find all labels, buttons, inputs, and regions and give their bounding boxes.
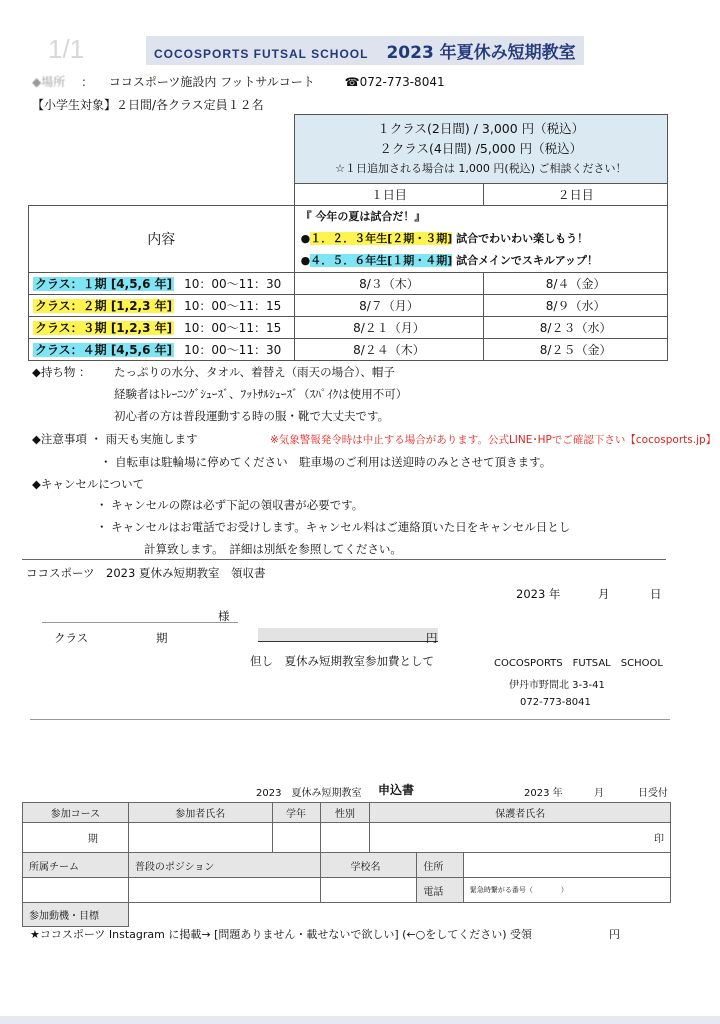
- class-time: 10：00〜11：30: [184, 343, 282, 357]
- venue-line: [32, 73, 445, 90]
- app-title-main: 申込書: [378, 783, 415, 797]
- venue-phone: ☎072-773-8041: [344, 75, 445, 89]
- cancel-line-1: ・ キャンセルの際は必ず下記の領収書が必要です。: [96, 498, 364, 512]
- phone-label: 電話: [417, 878, 463, 902]
- receipt-address: 伊丹市野間北 3-3-41: [509, 680, 605, 691]
- notes-cell: [294, 206, 667, 273]
- class-day2: 8/２３（水）: [484, 317, 668, 339]
- pricing-cell: [294, 115, 667, 184]
- venue-sep: ：: [81, 75, 94, 89]
- grade-field[interactable]: [272, 823, 320, 853]
- content-label: 内容: [29, 206, 295, 273]
- schedule-table: [28, 114, 668, 361]
- venue-label: ◆場所: [32, 75, 66, 89]
- header-course: 参加コース: [23, 803, 129, 823]
- receipt-ki-label: 期: [156, 631, 168, 645]
- title-english: COCOSPORTS FUTSAL SCHOOL: [154, 47, 369, 61]
- class-day1: 8/３（木）: [294, 273, 484, 295]
- seal-label: 印: [654, 834, 664, 845]
- class-time: 10：00〜11：15: [184, 321, 282, 335]
- receipt-date-day: 日: [650, 587, 662, 601]
- class-day1: 8/７（月）: [294, 295, 484, 317]
- receipt-phone: 072-773-8041: [520, 697, 591, 708]
- school-field[interactable]: [320, 878, 417, 903]
- receipt-class-label: クラス: [54, 631, 89, 645]
- items-line-3: 初心者の方は普段運動する時の服・靴で大丈夫です。: [114, 409, 390, 423]
- title-japanese: 2023 年夏休み短期教室: [386, 43, 576, 63]
- page-number-watermark: 1/1: [48, 34, 85, 64]
- app-date-year: 2023 年: [524, 788, 563, 799]
- class-row: [29, 317, 668, 339]
- receipt-date-month: 月: [598, 587, 610, 601]
- address-row: [417, 853, 671, 878]
- price-line-3: ☆１日追加される場合は 1,000 円(税込) ご相談ください！: [335, 162, 627, 175]
- header-gender: 性別: [320, 803, 370, 823]
- address-field[interactable]: [463, 853, 670, 877]
- app-date-received: 日受付: [638, 788, 668, 799]
- participant-name-field[interactable]: [128, 823, 272, 853]
- class-time: 10：00〜11：30: [184, 277, 282, 291]
- note-2: ●１．２．３年生[２期・３期] 試合でわいわい楽しもう！: [300, 232, 589, 245]
- bottom-bar: [0, 1016, 720, 1024]
- page-title: [146, 36, 584, 65]
- app-title-year: 2023 夏休み短期教室: [256, 788, 362, 799]
- day1-header: １日目: [294, 184, 484, 206]
- receipt-divider: [30, 719, 670, 720]
- amount-field[interactable]: [258, 628, 438, 642]
- items-label: ◆持ち物 ：: [32, 365, 91, 379]
- class-row: [29, 273, 668, 295]
- class-row: [29, 339, 668, 361]
- header-guardian-name: 保護者氏名: [370, 803, 671, 823]
- caution-line-2: ・ 自転車は駐輪場に停めてください 駐車場のご利用は送迎時のみとさせて頂きます。: [100, 455, 552, 469]
- gender-field[interactable]: [320, 823, 370, 853]
- receipt-date-year: 2023 年: [516, 587, 561, 601]
- items-line-2: 経験者はﾄﾚｰﾆﾝｸﾞｼｭｰｽﾞ、ﾌｯﾄｻﾙｼｭｰｽﾞ（ｽﾊﾟｲｸは使用不可）: [114, 387, 408, 401]
- target-line: 【小学生対象】２日間/各クラス定員１２名: [32, 98, 264, 112]
- day2-header: ２日目: [484, 184, 668, 206]
- guardian-name-field[interactable]: [370, 823, 671, 853]
- caution-red-note: ※気象警報発令時は中止する場合があります。公式LINE･HPでご確認下さい【cocosports.jp】: [270, 434, 717, 446]
- position-field[interactable]: [128, 878, 320, 903]
- header-participant-name: 参加者氏名: [128, 803, 272, 823]
- application-form: [22, 802, 671, 927]
- app-date-month: 月: [594, 788, 604, 799]
- price-line-1: １クラス(2日間) / 3,000 円（税込）: [377, 121, 585, 136]
- phone-row: [417, 878, 671, 903]
- cancel-label: ◆キャンセルについて: [32, 477, 145, 491]
- receipt-yen: 円: [426, 631, 438, 645]
- note-1: 『 今年の夏は試合だ！』: [300, 210, 426, 223]
- note-3: ●４．５．６年生[１期・４期] 試合メインでスキルアップ！: [300, 254, 598, 267]
- caution-label: ◆注意事項 ・ 雨天も実施します: [32, 432, 198, 446]
- class-row: [29, 295, 668, 317]
- school-label: 学校名: [320, 853, 417, 878]
- class-tag: クラス：１期 [4,5,6 年]: [35, 277, 173, 291]
- team-field[interactable]: [23, 878, 129, 903]
- class-day2: 8/９（水）: [484, 295, 668, 317]
- header-grade: 学年: [272, 803, 320, 823]
- receipt-title: ココスポーツ 2023 夏休み短期教室 領収書: [26, 566, 266, 580]
- items-line-1: たっぷりの水分、タオル、着替え（雨天の場合）、帽子: [114, 365, 395, 379]
- receipt-sama: 様: [218, 609, 230, 623]
- motive-label: 参加動機・目標: [23, 903, 129, 927]
- class-day2: 8/４（金）: [484, 273, 668, 295]
- instagram-consent-line: ★ココスポーツ Instagram に掲載→ [問題ありません・載せないで欲しい] (←○をしてください) 受領 円: [30, 928, 621, 941]
- class-day2: 8/２５（金）: [484, 339, 668, 361]
- team-label: 所属チーム: [23, 853, 129, 878]
- address-label: 住所: [417, 853, 463, 877]
- class-tag: クラス：２期 [1,2,3 年]: [35, 299, 173, 313]
- class-tag: クラス：４期 [4,5,6 年]: [35, 343, 173, 357]
- section-divider: [22, 559, 666, 560]
- receipt-tadashi: 但し 夏休み短期教室参加費として: [250, 654, 434, 668]
- class-time: 10：00〜11：15: [184, 299, 282, 313]
- emergency-phone-field[interactable]: 緊急時繋がる番号（ ）: [469, 886, 568, 894]
- course-field[interactable]: [23, 823, 129, 853]
- class-day1: 8/２４（木）: [294, 339, 484, 361]
- cancel-line-2: ・ キャンセルはお電話でお受けします。キャンセル料はご連絡頂いた日をキャンセル日とし: [96, 520, 571, 534]
- position-label: 普段のポジション: [128, 853, 320, 878]
- cancel-line-3: 計算致します。 詳細は別紙を参照してください。: [144, 542, 402, 556]
- class-day1: 8/２１（月）: [294, 317, 484, 339]
- class-tag: クラス：３期 [1,2,3 年]: [35, 321, 173, 335]
- price-line-2: ２クラス(4日間) /5,000 円（税込）: [379, 141, 583, 156]
- receipt-school: COCOSPORTS FUTSAL SCHOOL: [494, 658, 663, 669]
- recipient-underline: [42, 622, 238, 623]
- venue-place: ココスポーツ施設内 フットサルコート: [108, 75, 315, 89]
- course-ki-label: 期: [87, 834, 98, 845]
